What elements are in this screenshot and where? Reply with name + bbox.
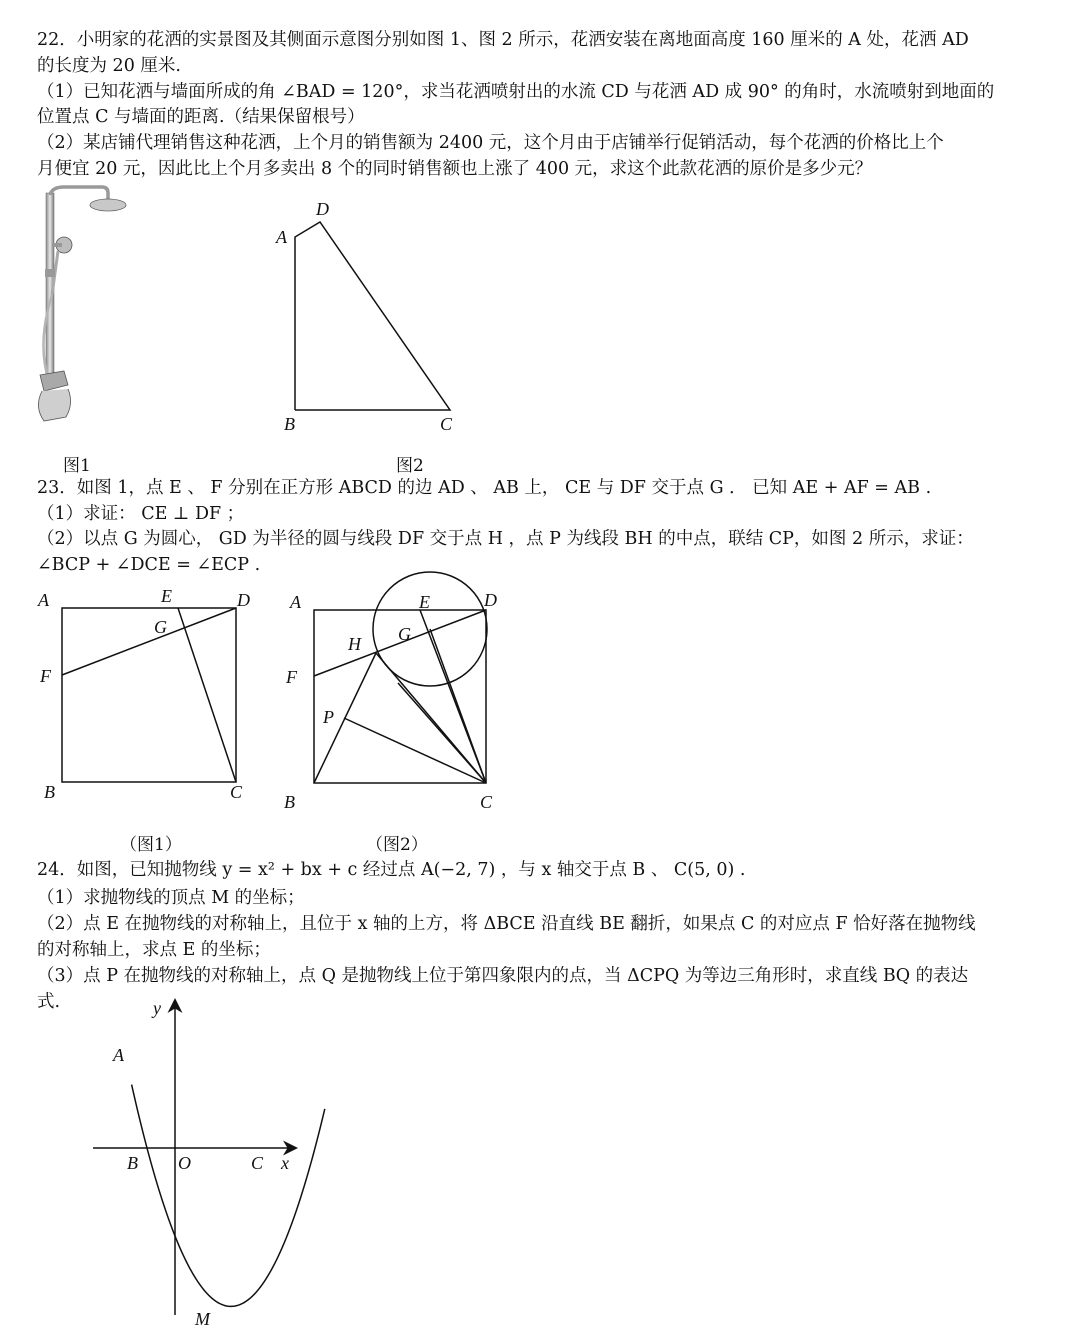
f2-label-P: P bbox=[323, 707, 334, 727]
fig2-label-B: B bbox=[284, 414, 295, 434]
overhead-head bbox=[90, 199, 126, 211]
segment-GC bbox=[430, 629, 486, 783]
f1-label-E: E bbox=[161, 586, 172, 606]
q24-line-6: 式. bbox=[37, 992, 61, 1012]
f2-label-C: C bbox=[480, 792, 493, 812]
graph-label-C: C bbox=[251, 1153, 264, 1173]
q23-figure-2 bbox=[280, 580, 520, 820]
graph-label-O: O bbox=[178, 1153, 191, 1173]
shower-photo bbox=[30, 185, 140, 435]
shower-arm bbox=[50, 187, 108, 199]
f2-label-E: E bbox=[419, 592, 430, 612]
q23-fig1-caption: （图1） bbox=[120, 835, 182, 855]
fig2-label-D: D bbox=[316, 199, 329, 219]
q22-line-3: （1）已知花洒与墙面所成的角 ∠BAD = 120°，求当花洒喷射出的水流 CD 与花洒 AD 成 90° 的角时，水流喷射到地面的 bbox=[37, 82, 995, 102]
q22-line-5: （2）某店铺代理销售这种花洒，上个月的销售额为 2400 元，这个月由于店铺举行促销活动，每个花洒的价格比上个 bbox=[37, 133, 944, 153]
f2-label-G: G bbox=[398, 624, 411, 644]
graph-label-y: y bbox=[153, 998, 161, 1018]
f1-label-F: F bbox=[40, 666, 51, 686]
q22-figure-2 bbox=[270, 195, 470, 440]
parabola-curve bbox=[132, 1085, 325, 1307]
f1-label-A: A bbox=[38, 590, 49, 610]
q22-fig1-caption: 图1 bbox=[63, 456, 91, 476]
q22-line-4: 位置点 C 与墙面的距离.（结果保留根号） bbox=[37, 107, 365, 127]
q23-figure-1 bbox=[30, 580, 270, 810]
segment-DF bbox=[62, 608, 236, 675]
q23-fig2-caption: （图2） bbox=[366, 835, 428, 855]
f1-label-G: G bbox=[154, 617, 167, 637]
f1-label-C: C bbox=[230, 782, 243, 802]
fig2-label-A: A bbox=[276, 227, 287, 247]
graph-label-M: M bbox=[195, 1309, 210, 1329]
f2-label-D: D bbox=[484, 590, 497, 610]
f2-label-F: F bbox=[286, 667, 297, 687]
graph-label-x: x bbox=[281, 1153, 289, 1173]
f2-label-H: H bbox=[348, 634, 361, 654]
q24-line-2: （1）求抛物线的顶点 M 的坐标； bbox=[37, 888, 305, 908]
graph-label-B: B bbox=[127, 1153, 138, 1173]
f1-label-B: B bbox=[44, 782, 55, 802]
segment-CE bbox=[178, 608, 236, 782]
q22-line-6: 月便宜 20 元，因此比上个月多卖出 8 个的同时销售额也上涨了 400 元，求这个此款花洒的原价是多少元？ bbox=[37, 159, 873, 179]
q24-line-4: 的对称轴上，求点 E 的坐标； bbox=[37, 940, 271, 960]
q24-line-1: 24．如图，已知抛物线 y = x² + bx + c 经过点 A(−2, 7) ，与 x 轴交于点 B 、 C(5, 0) . bbox=[37, 860, 746, 880]
segment-circle-C bbox=[398, 683, 486, 783]
f1-label-D: D bbox=[237, 590, 250, 610]
f2-label-B: B bbox=[284, 792, 295, 812]
graph-label-A: A bbox=[113, 1045, 124, 1065]
q22-fig2-caption: 图2 bbox=[396, 456, 424, 476]
fig2-quadrilateral bbox=[295, 222, 450, 410]
q22-line-1: 22．小明家的花洒的实景图及其侧面示意图分别如图 1、图 2 所示，花洒安装在离地面高度 160 厘米的 A 处，花洒 AD bbox=[37, 30, 969, 50]
f2-label-A: A bbox=[290, 592, 301, 612]
fig2-label-C: C bbox=[440, 414, 453, 434]
q22-line-2: 的长度为 20 厘米. bbox=[37, 56, 181, 76]
q23-line-1: 23．如图 1，点 E 、 F 分别在正方形 ABCD 的边 AD 、 AB 上， CE 与 DF 交于点 G ． 已知 AE + AF = AB . bbox=[37, 478, 932, 498]
q23-line-4: ∠BCP + ∠DCE = ∠ECP . bbox=[37, 555, 261, 575]
square-ABCD bbox=[62, 608, 236, 782]
q23-line-2: （1）求证： CE ⊥ DF ； bbox=[37, 504, 245, 524]
q24-parabola-graph bbox=[85, 995, 315, 1335]
q23-line-3: （2）以点 G 为圆心， GD 为半径的圆与线段 DF 交于点 H ，点 P 为线段 BH 的中点，联结 CP，如图 2 所示，求证： bbox=[37, 529, 974, 549]
mixer-valve bbox=[40, 371, 68, 391]
q24-line-3: （2）点 E 在抛物线的对称轴上，且位于 x 轴的上方，将 ΔBCE 沿直线 BE 翻折，如果点 C 的对应点 F 恰好落在抛物线 bbox=[37, 914, 976, 934]
q24-line-5: （3）点 P 在抛物线的对称轴上，点 Q 是抛物线上位于第四象限内的点，当 ΔCPQ 为等边三角形时，求直线 BQ 的表达 bbox=[37, 966, 969, 986]
